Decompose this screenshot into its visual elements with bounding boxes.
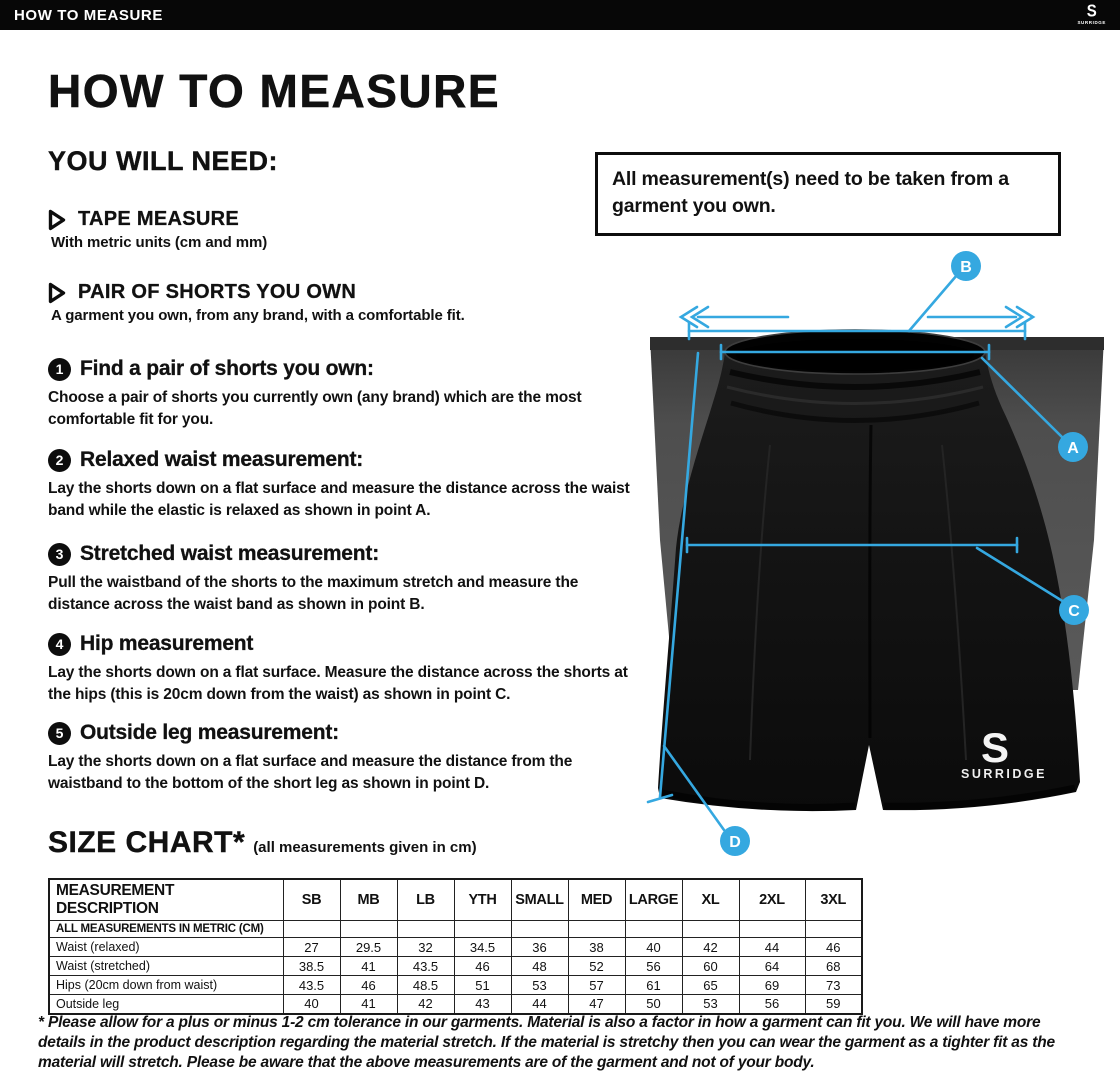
need-item-subtitle: A garment you own, from any brand, with a comfortable fit. — [51, 307, 465, 324]
measurement-value-cell: 42 — [682, 938, 739, 957]
empty-cell — [511, 921, 568, 938]
surridge-logo-word: SURRIDGE — [1077, 20, 1106, 26]
column-header: SMALL — [511, 879, 568, 921]
step-title: Outside leg measurement: — [80, 721, 339, 744]
measurement-value-cell: 43.5 — [397, 957, 454, 976]
measurement-label-cell: Waist (relaxed) — [49, 938, 283, 957]
size-chart-table — [48, 878, 863, 1015]
need-item-subtitle: With metric units (cm and mm) — [51, 234, 268, 251]
measurement-value-cell: 53 — [511, 976, 568, 995]
top-bar-title: HOW TO MEASURE — [14, 6, 163, 24]
measurement-value-cell: 48.5 — [397, 976, 454, 995]
measurement-value-cell: 36 — [511, 938, 568, 957]
step-3 — [48, 542, 640, 616]
column-header: 2XL — [739, 879, 805, 921]
surridge-logo — [1077, 1, 1106, 26]
need-item-title: TAPE MEASURE — [78, 208, 240, 230]
column-header: SB — [283, 879, 340, 921]
top-bar — [0, 0, 1120, 30]
measurement-value-cell: 29.5 — [340, 938, 397, 957]
measurement-value-cell: 53 — [682, 995, 739, 1014]
callout-letter-d: D — [729, 834, 741, 851]
surridge-s-icon: S — [1086, 1, 1097, 22]
stretch-arrow-icon — [681, 307, 1033, 327]
measurement-value-cell: 40 — [283, 995, 340, 1014]
measurement-value-cell: 57 — [568, 976, 625, 995]
empty-cell — [283, 921, 340, 938]
measurement-value-cell: 41 — [340, 957, 397, 976]
step-number-badge: 5 — [48, 722, 71, 745]
table-header-row — [49, 879, 862, 921]
measurement-value-cell: 38 — [568, 938, 625, 957]
measurement-value-cell: 60 — [682, 957, 739, 976]
empty-cell — [568, 921, 625, 938]
table-row — [49, 995, 862, 1014]
measurement-value-cell: 46 — [454, 957, 511, 976]
callout-letter-b: B — [960, 259, 972, 276]
step-title: Relaxed waist measurement: — [80, 448, 364, 471]
measurement-value-cell: 59 — [805, 995, 862, 1014]
column-header: LARGE — [625, 879, 682, 921]
measurement-label-cell: Waist (stretched) — [49, 957, 283, 976]
empty-cell — [397, 921, 454, 938]
measurement-value-cell: 50 — [625, 995, 682, 1014]
step-number-badge: 2 — [48, 449, 71, 472]
you-will-need-heading: YOU WILL NEED: — [48, 146, 279, 176]
measurement-value-cell: 41 — [340, 995, 397, 1014]
tolerance-footnote: * Please allow for a plus or minus 1-2 cm tolerance in our garments. Material is also a factor in how a garment can fit you. We will have more details in the product description regarding the material stretch. If the material is stretchy then you can wear the garment as a tighter fit as the material will stretch. Please be aware that the above measurements are of the garment and not of your body. — [38, 1014, 1055, 1071]
need-item-shorts — [48, 281, 465, 324]
column-header: XL — [682, 879, 739, 921]
page-title: HOW TO MEASURE — [48, 65, 501, 117]
step-body: Lay the shorts down on a flat surface and measure the distance across the waist band while the elastic is relaxed as shown in point A. — [48, 480, 630, 519]
metric-note-row — [49, 921, 862, 938]
step-body: Pull the waistband of the shorts to the maximum stretch and measure the distance across the waist band as shown in point B. — [48, 574, 579, 613]
need-item-tape-measure — [48, 208, 267, 251]
column-header: MED — [568, 879, 625, 921]
need-item-title: PAIR OF SHORTS YOU OWN — [78, 281, 357, 303]
column-header: MEASUREMENT DESCRIPTION — [49, 879, 283, 921]
measurement-value-cell: 52 — [568, 957, 625, 976]
measurement-value-cell: 46 — [805, 938, 862, 957]
step-title: Stretched waist measurement: — [80, 542, 380, 565]
step-title: Find a pair of shorts you own: — [80, 357, 374, 380]
measurement-value-cell: 42 — [397, 995, 454, 1014]
empty-cell — [805, 921, 862, 938]
measurement-label-cell: Hips (20cm down from waist) — [49, 976, 283, 995]
measurement-value-cell: 56 — [739, 995, 805, 1014]
measurement-value-cell: 73 — [805, 976, 862, 995]
measurement-value-cell: 61 — [625, 976, 682, 995]
step-4 — [48, 632, 640, 706]
measurement-value-cell: 48 — [511, 957, 568, 976]
metric-note-cell: ALL MEASUREMENTS IN METRIC (CM) — [49, 921, 283, 938]
measurement-value-cell: 51 — [454, 976, 511, 995]
column-header: LB — [397, 879, 454, 921]
garment-brand-word: SURRIDGE — [961, 767, 1047, 781]
size-chart-title: SIZE CHART* — [48, 826, 246, 859]
size-chart-subtitle: (all measurements given in cm) — [253, 839, 477, 856]
step-body: Lay the shorts down on a flat surface. Measure the distance across the shorts at the hips (this is 20cm down from the waist) as shown in point C. — [48, 664, 628, 703]
step-body: Choose a pair of shorts you currently own (any brand) which are the most comfortable fit for you. — [48, 389, 582, 428]
measurement-value-cell: 69 — [739, 976, 805, 995]
column-header: MB — [340, 879, 397, 921]
measurement-value-cell: 34.5 — [454, 938, 511, 957]
step-number-badge: 4 — [48, 633, 71, 656]
measurement-value-cell: 38.5 — [283, 957, 340, 976]
measurement-value-cell: 32 — [397, 938, 454, 957]
triangle-bullet-icon — [48, 282, 66, 304]
step-body: Lay the shorts down on a flat surface and measure the distance from the waistband to the bottom of the short leg as shown in point D. — [48, 753, 573, 792]
measurement-value-cell: 27 — [283, 938, 340, 957]
empty-cell — [682, 921, 739, 938]
callout-letter-c: C — [1068, 603, 1080, 620]
garment-surridge-s-icon: S — [980, 724, 1010, 771]
table-row — [49, 976, 862, 995]
empty-cell — [340, 921, 397, 938]
step-title: Hip measurement — [80, 632, 254, 655]
measurement-value-cell: 44 — [511, 995, 568, 1014]
table-row — [49, 938, 862, 957]
measurement-value-cell: 44 — [739, 938, 805, 957]
step-5 — [48, 721, 640, 795]
size-chart-heading — [48, 826, 477, 860]
empty-cell — [625, 921, 682, 938]
measurement-value-cell: 47 — [568, 995, 625, 1014]
measurement-value-cell: 56 — [625, 957, 682, 976]
measurement-value-cell: 40 — [625, 938, 682, 957]
callout-letter-a: A — [1067, 440, 1079, 457]
table-row — [49, 957, 862, 976]
measurement-value-cell: 46 — [340, 976, 397, 995]
empty-cell — [739, 921, 805, 938]
measurement-label-cell: Outside leg — [49, 995, 283, 1014]
column-header: YTH — [454, 879, 511, 921]
triangle-bullet-icon — [48, 209, 66, 231]
measurement-value-cell: 68 — [805, 957, 862, 976]
measurement-value-cell: 64 — [739, 957, 805, 976]
measurement-value-cell: 43 — [454, 995, 511, 1014]
shorts-measurement-diagram — [620, 240, 1120, 880]
measurement-value-cell: 65 — [682, 976, 739, 995]
step-1 — [48, 357, 640, 431]
column-header: 3XL — [805, 879, 862, 921]
empty-cell — [454, 921, 511, 938]
step-number-badge: 1 — [48, 358, 71, 381]
step-number-badge: 3 — [48, 543, 71, 566]
measurement-value-cell: 43.5 — [283, 976, 340, 995]
step-2 — [48, 448, 640, 522]
measurement-note: All measurement(s) need to be taken from a garment you own. — [595, 152, 1061, 236]
